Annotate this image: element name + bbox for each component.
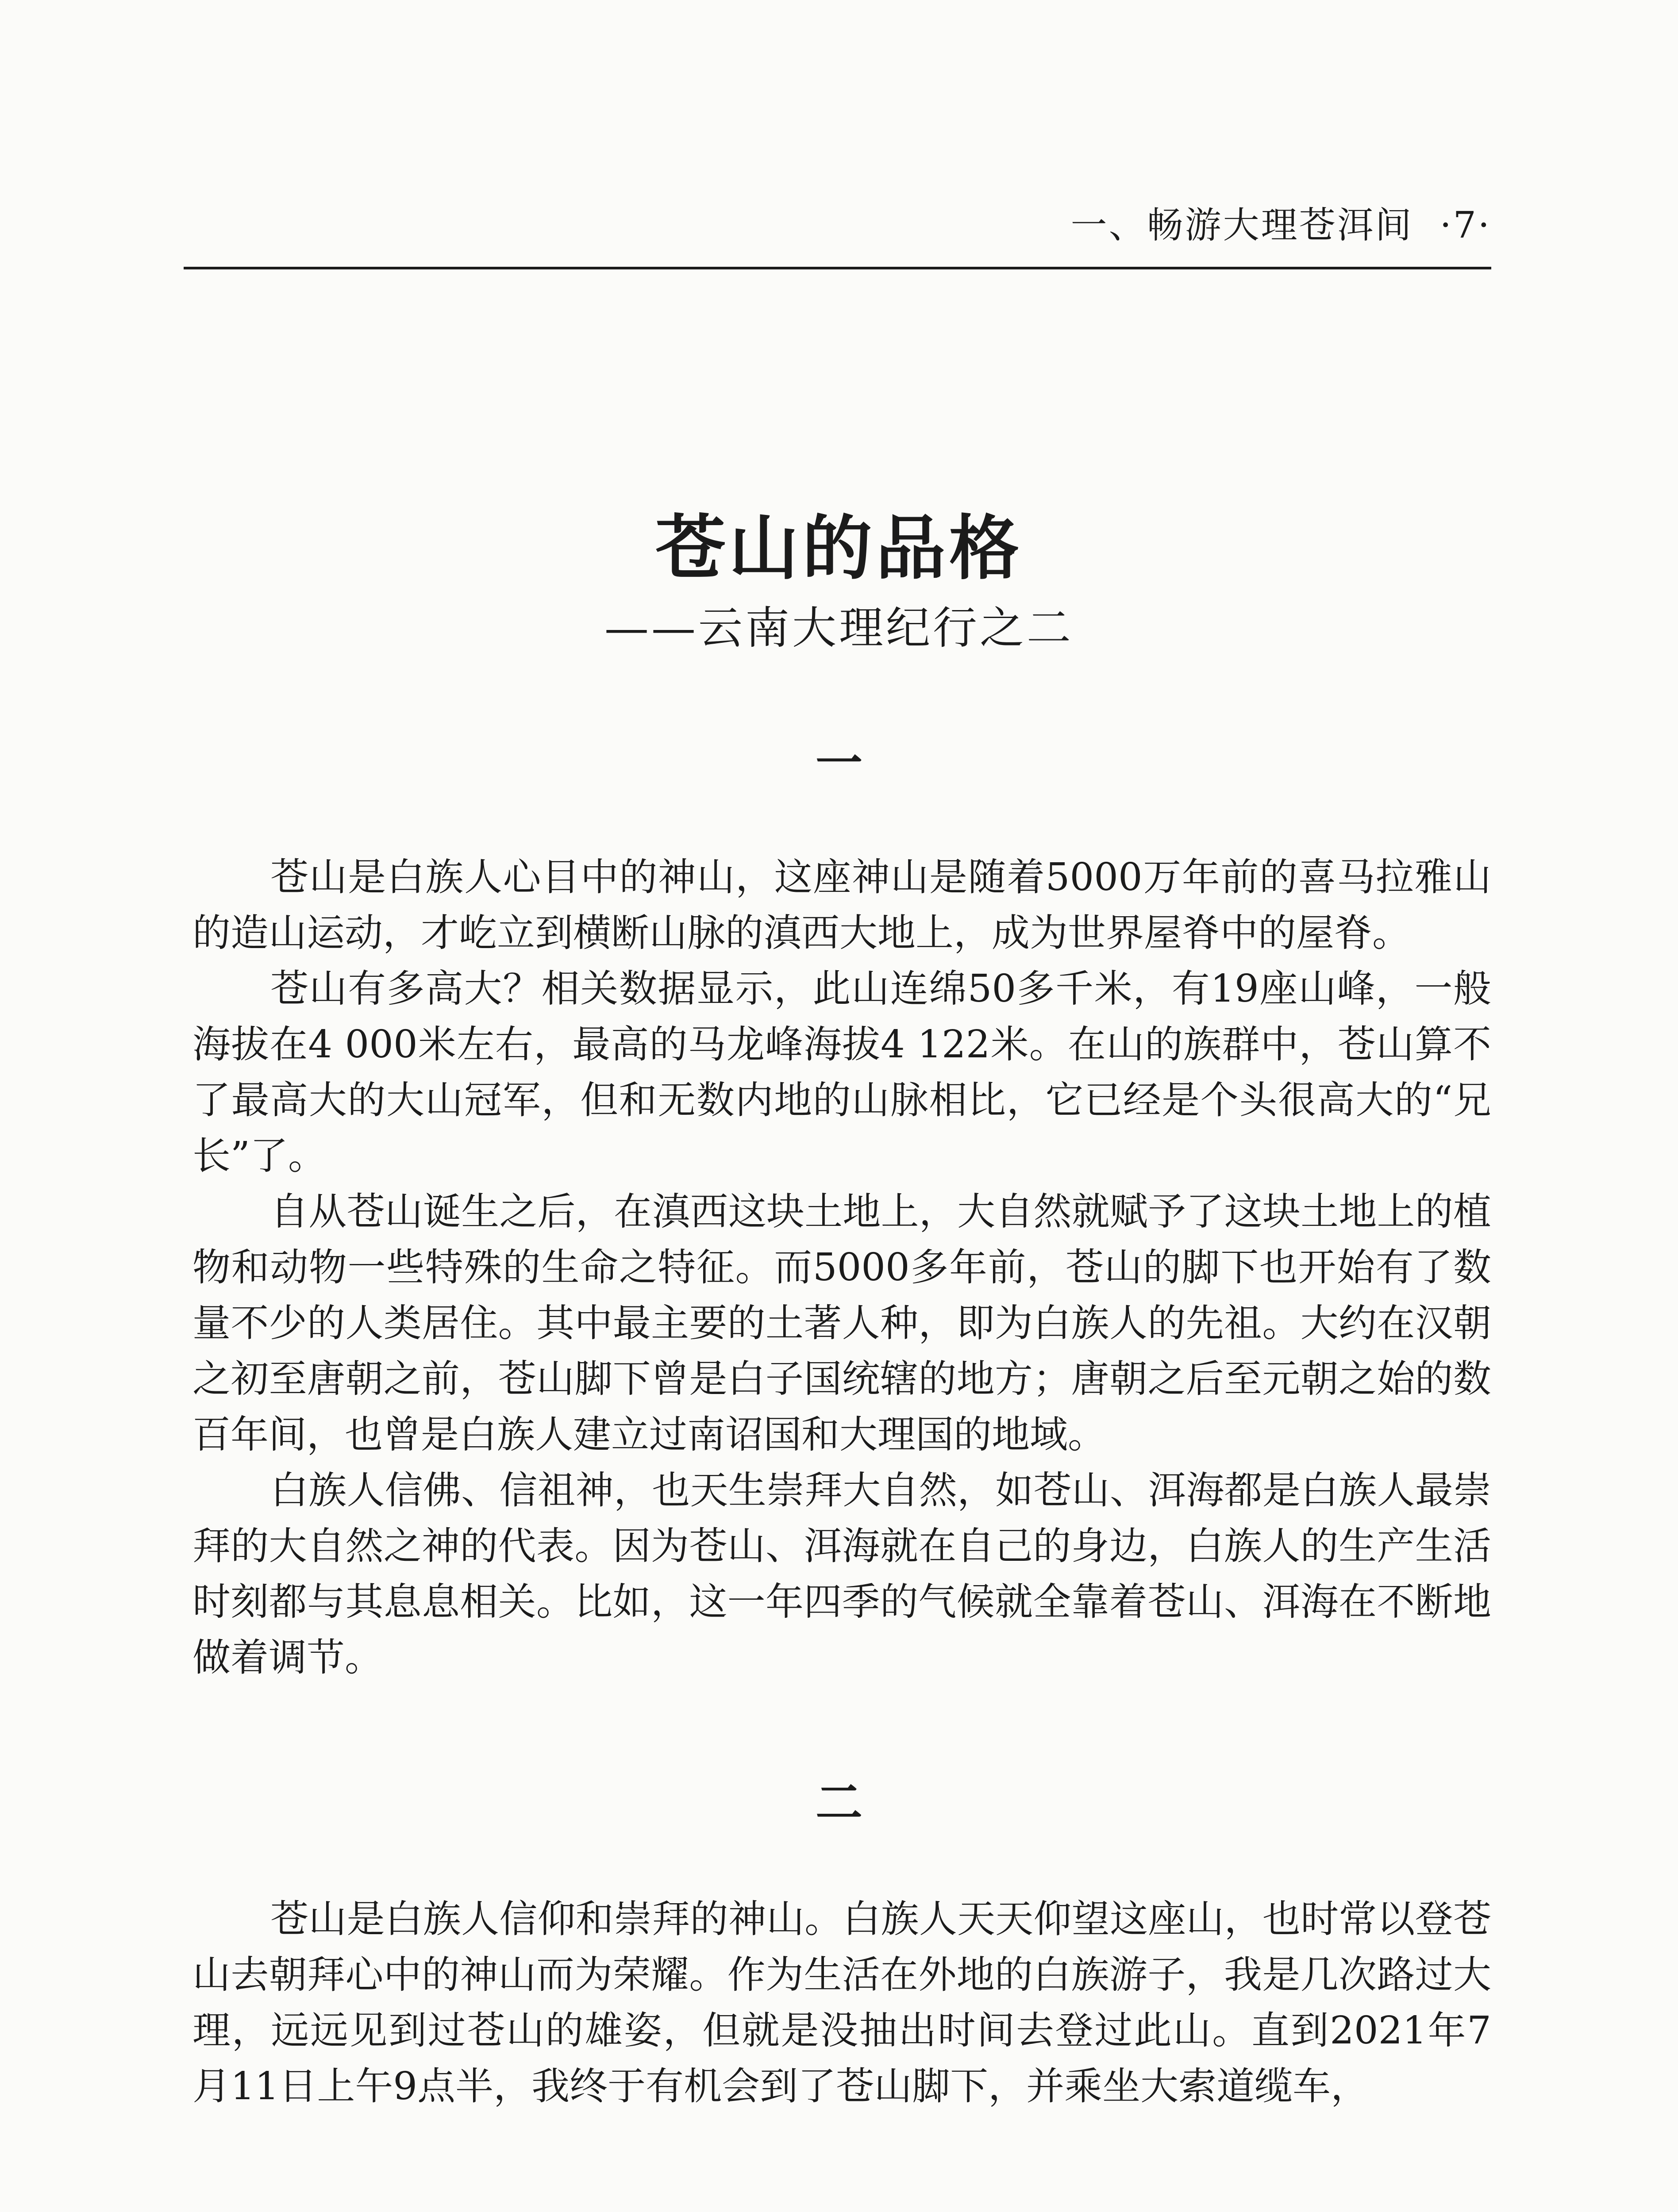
running-header xyxy=(184,201,1491,272)
section-marker-2: 二 xyxy=(816,1775,862,1830)
header-rule xyxy=(184,267,1491,269)
page-number: ·7· xyxy=(1439,204,1491,246)
chapter-title: 一、畅游大理苍洱间 xyxy=(1070,204,1413,246)
paragraph-4: 白族人信佛、信祖神，也天生崇拜大自然，如苍山、洱海都是白族人最崇拜的大自然之神的代表。因为苍山、洱海就在自己的身边，白族人的生产生活时刻都与其息息相关。比如，这一年四季的气候就全靠着苍山、洱海在不断地做着调节。 xyxy=(192,1468,1491,1680)
section-1-body xyxy=(192,849,1491,1686)
header-text xyxy=(1071,201,1491,250)
paragraph-5: 苍山是白族人信仰和崇拜的神山。白族人天天仰望这座山，也时常以登苍山去朝拜心中的神山而为荣耀。作为生活在外地的白族游子，我是几次路过大理，远远见到过苍山的雄姿，但就是没抽出时间去登过此山。直到2021年7月11日上午9点半，我终于有机会到了苍山脚下，并乘坐大索道缆车， xyxy=(192,1897,1491,2108)
section-marker-1: 一 xyxy=(816,735,862,791)
paragraph-1: 苍山是白族人心目中的神山，这座神山是随着5000万年前的喜马拉雅山的造山运动，才屹立到横断山脉的滇西大地上，成为世界屋脊中的屋脊。 xyxy=(192,855,1491,955)
section-2-body xyxy=(192,1891,1491,2114)
article-subtitle: ——云南大理纪行之二 xyxy=(604,602,1074,654)
paragraph-3: 自从苍山诞生之后，在滇西这块土地上，大自然就赋予了这块土地上的植物和动物一些特殊的生命之特征。而5000多年前，苍山的脚下也开始有了数量不少的人类居住。其中最主要的土著人种，即为白族人的先祖。大约在汉朝之初至唐朝之前，苍山脚下曾是白子国统辖的地方；唐朝之后至元朝之始的数百年间，也曾是白族人建立过南诏国和大理国的地域。 xyxy=(192,1190,1491,1457)
article-title: 苍山的品格 xyxy=(655,507,1023,589)
paragraph-2: 苍山有多高大？相关数据显示，此山连绵50多千米，有19座山峰，一般海拔在4 000米左右，最高的马龙峰海拔4 122米。在山的族群中，苍山算不了最高大的大山冠军，但和无数内地的山脉相比，它已经是个头很高大的“兄长”了。 xyxy=(192,967,1491,1178)
